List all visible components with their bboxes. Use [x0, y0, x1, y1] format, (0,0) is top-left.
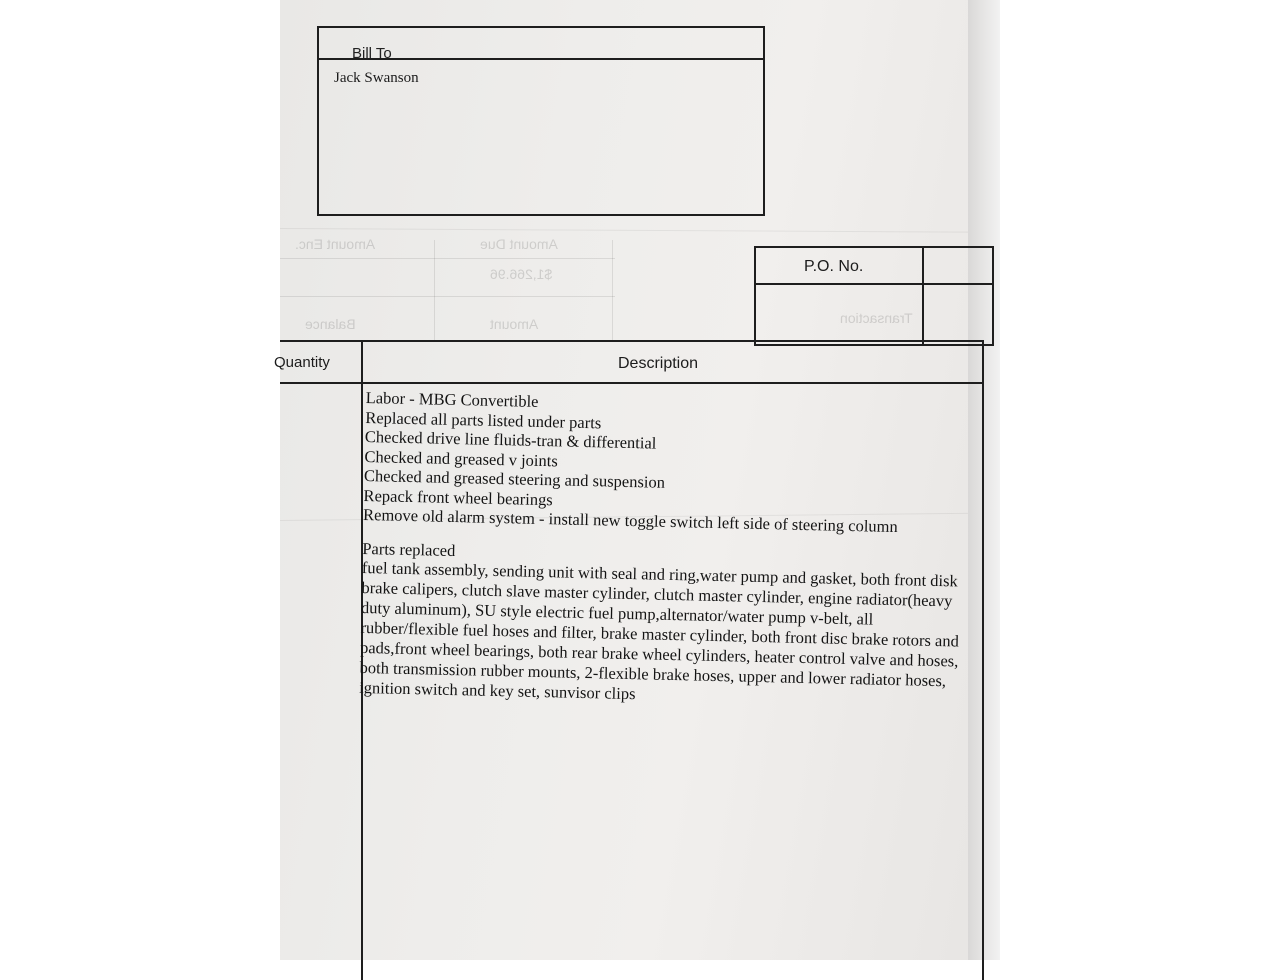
labor-line: Replaced all parts listed under parts — [365, 407, 602, 432]
show-through-rule — [280, 296, 615, 297]
show-through-text: Amount Due — [480, 236, 558, 252]
bill-to-name: Jack Swanson — [334, 70, 419, 86]
labor-line: Labor - MBG Convertible — [365, 388, 539, 411]
paper-crease — [280, 228, 1000, 233]
show-through-text: Transaction — [840, 310, 913, 326]
parts-list: fuel tank assembly, sending unit with seal and ring,water pump and gasket, both front disk brake calipers, clutch slave master cylinder, clutch master cylinder, engine radiator(heavy duty aluminum), SU style electric fuel pump,alternator/water pump v-belt, all rubber/flexible fuel hoses and filter, brake master cylinder, both front disc brake rotors and pads,front wheel bearings, both rear brake wheel cylinders, heater control valve and hoses, both transmission rubber mounts, 2-flexible brake hoses, upper and lower radiator hoses, ignition switch and key set, sunvisor clips — [358, 557, 960, 704]
show-through-rule — [434, 240, 435, 340]
show-through-text: Amount Enc. — [295, 236, 376, 252]
po-divider — [756, 283, 992, 285]
show-through-text: Balance — [305, 316, 356, 332]
po-number-label: P.O. No. — [804, 258, 864, 275]
labor-line: Checked and greased v joints — [364, 446, 558, 470]
bill-to-box — [317, 26, 765, 216]
description-cell — [359, 388, 986, 712]
description-header: Description — [618, 355, 699, 372]
show-through-text: $1,266.96 — [490, 266, 553, 282]
labor-line: Checked drive line fluids-tran & differential — [364, 426, 657, 453]
labor-line: Repack front wheel bearings — [363, 485, 553, 509]
line-items-table — [274, 340, 984, 980]
labor-line: Checked and greased steering and suspension — [363, 465, 666, 492]
parts-heading: Parts replaced — [362, 538, 456, 560]
po-divider — [922, 248, 924, 344]
header-rule — [280, 382, 984, 384]
quantity-header: Quantity — [274, 354, 330, 371]
labor-line: Remove old alarm system - install new toggle switch left side of steering column — [362, 504, 898, 537]
show-through-rule — [612, 240, 613, 340]
show-through-text: Amount — [490, 316, 539, 332]
po-number-box — [754, 246, 994, 346]
bill-to-label: Bill To — [352, 45, 392, 62]
show-through-rule — [280, 258, 615, 259]
